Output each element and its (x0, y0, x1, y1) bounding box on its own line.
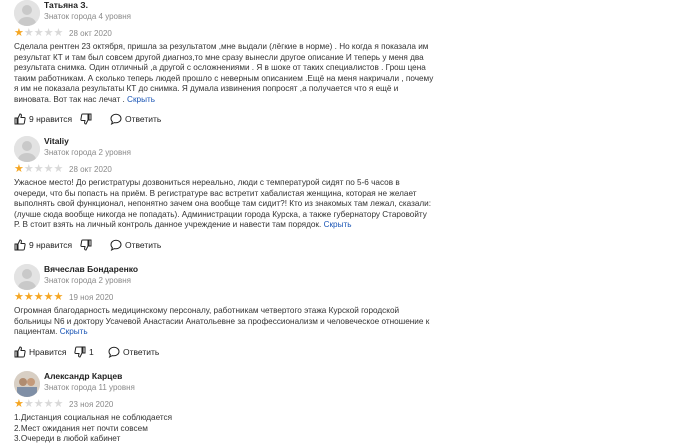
avatar[interactable] (14, 264, 40, 290)
thumb-down-icon (80, 113, 92, 125)
review-line: 1.Дистанция социальная не соблюдается (14, 413, 173, 422)
review-header (14, 371, 434, 399)
comment-icon (110, 239, 122, 251)
star-icon: ★ (53, 27, 64, 39)
author-level: Знаток города 2 уровня (44, 148, 132, 157)
star-icon: ★ (33, 398, 44, 410)
collapse-link[interactable]: Скрыть (127, 94, 155, 104)
review-text (14, 413, 434, 445)
dislike-button[interactable] (80, 113, 95, 125)
review-body: Ужасное место! До регистратуры дозвониться нереально, люди с температурой сидят по 5-6 часов в очереди, что бы попасть на приём. В регистратуре вас встретит хабалистая женщина, которая не желает выполнять свой функционал, непонятно зачем она вообще там сидит?! Кто из знакомых там лежал, сказали: (лучше сюда вообще никогда не попадать). Администрации города Курска, а также губернатору Старовойту Р. В стоит взять на личный контроль данное учреждение и навести там порядок. (14, 178, 432, 229)
author-level: Знаток города 11 уровня (44, 383, 135, 392)
avatar[interactable] (14, 371, 40, 397)
dislike-button[interactable] (80, 239, 95, 251)
avatar-photo-icon (14, 371, 40, 397)
review-date: 19 ноя 2020 (69, 293, 114, 302)
star-icon: ★ (23, 163, 34, 175)
review-date: 28 окт 2020 (69, 165, 112, 174)
thumb-down-icon (74, 346, 86, 358)
dislike-button[interactable] (74, 346, 94, 358)
star-icon: ★ (33, 291, 44, 303)
review-line: 2.Мест ожидания нет почти совсем (14, 423, 148, 433)
review-actions (14, 346, 434, 360)
reply-label: Ответить (123, 346, 160, 357)
review-header (14, 264, 434, 292)
star-icon: ★ (53, 398, 64, 410)
rating-row (14, 399, 434, 411)
author-level: Знаток города 4 уровня (44, 12, 132, 21)
review-text (14, 178, 434, 231)
star-icon: ★ (14, 398, 24, 410)
star-icon: ★ (53, 291, 64, 303)
comment-icon (110, 113, 122, 125)
star-icon: ★ (53, 163, 64, 175)
star-icon: ★ (43, 291, 54, 303)
star-rating (14, 164, 63, 175)
like-count: 9 нравится (29, 239, 73, 250)
star-icon: ★ (14, 291, 24, 303)
thumb-up-icon (14, 346, 26, 358)
collapse-link[interactable]: Скрыть (59, 327, 88, 336)
review-text (14, 42, 434, 105)
avatar-placeholder-icon (14, 264, 40, 290)
star-icon: ★ (23, 27, 34, 39)
star-icon: ★ (43, 163, 54, 175)
star-icon: ★ (33, 27, 44, 39)
rating-row (14, 28, 434, 40)
like-button[interactable] (14, 113, 72, 125)
review-actions (14, 239, 434, 253)
avatar[interactable] (14, 136, 40, 162)
review-line: 3.Очереди в любой кабинет (14, 434, 121, 443)
review-header (14, 0, 434, 28)
like-button[interactable] (14, 239, 72, 251)
comment-icon (108, 346, 120, 358)
review-text (14, 306, 434, 338)
review-date: 28 окт 2020 (69, 29, 112, 38)
star-icon: ★ (23, 398, 34, 410)
avatar-placeholder-icon (14, 136, 40, 162)
star-icon: ★ (23, 291, 34, 303)
review-date: 23 ноя 2020 (69, 400, 114, 409)
author-name[interactable]: Vitaliy (44, 136, 69, 146)
author-name[interactable]: Александр Карцев (44, 371, 123, 381)
review-card (14, 371, 434, 445)
reply-label: Ответить (125, 114, 162, 124)
review-body: Огромная благодарность медицинскому персоналу, работникам четвертого этажа Курской городской больницы N6 и доктору Усачевой Анастасии Анатольевне за профессионализм и человеческое отношение к пациентам. (14, 306, 430, 336)
star-icon: ★ (14, 27, 24, 39)
rating-row (14, 292, 434, 304)
reply-button[interactable] (110, 113, 161, 125)
collapse-link[interactable]: Скрыть (323, 220, 352, 229)
review-card (14, 264, 434, 360)
star-icon: ★ (33, 163, 44, 175)
review-header (14, 136, 434, 164)
reply-label: Ответить (125, 239, 162, 250)
review-body: Сделала рентген 23 октября, пришла за результатом ,мне выдали (лёгкие в норме) . Но когда я показала им результат КТ и там был совсем другой диагноз,то мне сразу вынесли другое описание И теперь у меня два результата снимка. Один отличный ,а другой с осложнениями . Я в шоке от таких специалистов . Грош цена таким работникам. А сколько теперь людей прошло с неверным описанием .Ещё на меня накричали , почему я им не показала результаты КТ до снимка. Я думала извинения попросят ,а получается что я ещё и виновата. Вот так нас лечат . (14, 42, 434, 104)
avatar-placeholder-icon (14, 0, 40, 26)
author-level: Знаток города 2 уровня (44, 276, 132, 285)
review-card (14, 136, 434, 253)
author-name[interactable]: Вячеслав Бондаренко (44, 264, 139, 274)
review-actions (14, 113, 434, 127)
star-icon: ★ (43, 398, 54, 410)
dislike-count: 1 (89, 346, 94, 357)
like-button[interactable] (14, 346, 67, 358)
reply-button[interactable] (108, 346, 159, 358)
star-rating (14, 399, 63, 410)
star-rating (14, 292, 63, 303)
review-card (14, 0, 434, 127)
star-rating (14, 28, 63, 39)
avatar[interactable] (14, 0, 40, 26)
thumb-up-icon (14, 113, 26, 125)
like-count: 9 нравится (29, 114, 73, 124)
thumb-up-icon (14, 239, 26, 251)
like-label: Нравится (29, 346, 67, 357)
star-icon: ★ (14, 163, 24, 175)
author-name[interactable]: Татьяна З. (44, 0, 88, 10)
reply-button[interactable] (110, 239, 161, 251)
rating-row (14, 164, 434, 176)
star-icon: ★ (43, 27, 54, 39)
thumb-down-icon (80, 239, 92, 251)
